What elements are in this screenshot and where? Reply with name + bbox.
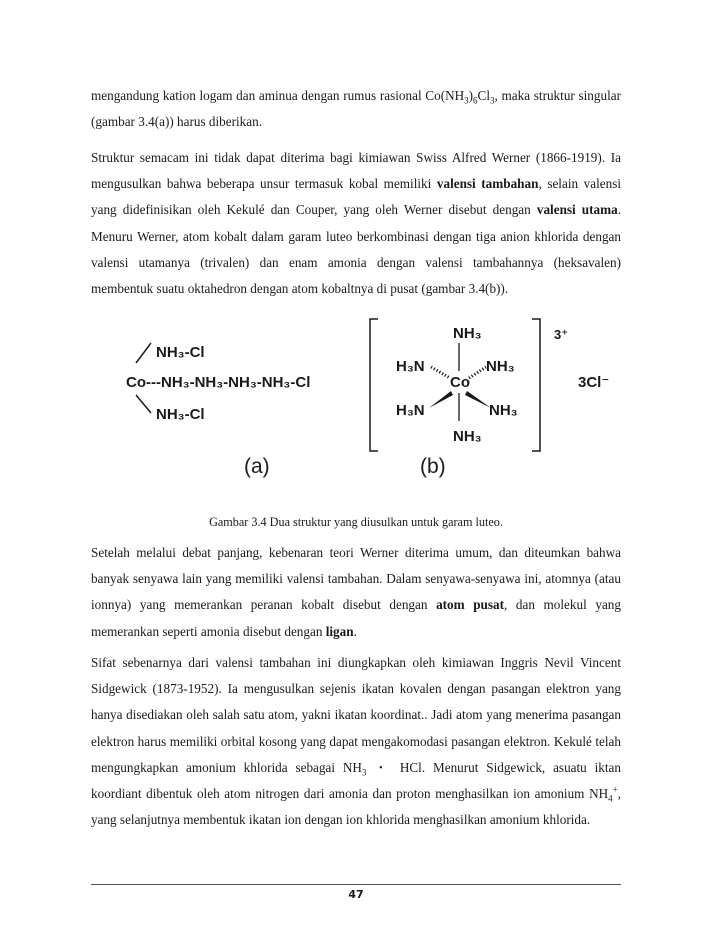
text-run: , selain valensi yang didefinisikan oleh Kekulé dan Couper, yang oleh Werner disebut dengan (91, 176, 622, 218)
ligand-upper-left: H₃N (396, 358, 425, 375)
complex-charge: 3⁺ (554, 327, 569, 342)
ligand-bottom: NH₃ (453, 428, 482, 445)
paragraph-3 (91, 540, 621, 645)
ligand-lower-left: H₃N (396, 402, 425, 419)
structure-a (126, 343, 310, 478)
text-run: , yang selanjutnya membentuk ikatan ion dengan ion khlorida menghasilkan amonium khlorida. (91, 786, 621, 828)
hashed-bond (469, 367, 486, 378)
wedge-bond (429, 391, 453, 408)
figure-label-a: (a) (244, 455, 270, 478)
subscript: 6 (473, 95, 478, 106)
footer-divider (91, 884, 621, 885)
text-run: . (353, 623, 357, 639)
bold-term: valensi tambahan (436, 176, 539, 192)
text-run: , maka struktur singular (gambar 3.4(a)) harus diberikan. (91, 88, 621, 130)
structure-a-main-chain: Co---NH₃-NH₃-NH₃-NH₃-Cl (126, 374, 311, 391)
page-number: 47 (348, 888, 364, 901)
superscript: + (612, 784, 618, 795)
text-run: mengandung kation logam dan aminua dengan rumus rasional Co(NH (91, 88, 465, 103)
wedge-bond (465, 391, 491, 408)
paragraph-2 (91, 145, 621, 302)
text-run: Sifat sebenarnya dari valensi tambahan ini diungkapkan oleh kimiawan Inggris Nevil Vincent Sidgewick (1873-1952). Ia mengusulkan sejenis ikatan kovalen dengan pasangan elektron yang hanya disediakan oleh salah satu atom, yakni ikatan koordinat.. Jadi atom yang menerima pasangan elektron harus memiliki orbital kosong yang dapat mengakomodasi pasangan elektron. Kekulé telah mengungkapkan amonium khlorida sebagai NH (91, 655, 621, 775)
text-run: Cl (477, 88, 491, 103)
bold-term: ligan (325, 623, 354, 639)
figure-caption: Gambar 3.4 Dua struktur yang diusulkan untuk garam luteo. (209, 515, 503, 529)
text-run: . Menuru Werner, atom kobalt dalam garam luteo berkombinasi dengan tiga anion khlorida dengan valensi utamanya (trivalen) dan enam amonia dengan valensi tambahannya (heksavalen) membentuk suatu oktahedron dengan atom kobaltnya di pusat (gambar 3.4(b)). (91, 202, 621, 297)
text-run: Setelah melalui debat panjang, kebenaran teori Werner diterima umum, dan diteumkan bahwa banyak senyawa lain yang memiliki valensi tambahan. Dalam senyawa-senyawa ini, atomnya (atau ionnya) yang memerankan peranan kobalt disebut dengan (91, 545, 621, 613)
structure-a-bottom-label: NH₃-Cl (156, 406, 205, 423)
text-run: Struktur semacam ini tidak dapat diterima bagi kimiawan Swiss Alfred Werner (1866-1919). Ia mengusulkan bahwa beberapa unsur termasuk kobal memiliki (91, 150, 621, 192)
structure-a-top-label: NH₃-Cl (156, 344, 205, 361)
paragraph-4 (91, 650, 621, 833)
hashed-bond (431, 367, 450, 378)
central-atom: Co (450, 374, 470, 391)
ligand-lower-right: NH₃ (489, 402, 518, 419)
left-bracket (370, 319, 378, 451)
subscript: 3 (464, 95, 469, 106)
text-run: ) (468, 88, 474, 103)
figure-label-b: (b) (420, 455, 446, 478)
text-run: , dan molekul yang memerankan seperti amonia disebut dengan (91, 597, 621, 639)
counter-ion: 3Cl⁻ (578, 374, 610, 391)
bold-term: atom pusat (436, 597, 505, 613)
ligand-top: NH₃ (453, 325, 482, 342)
ligand-upper-right: NH₃ (486, 358, 515, 375)
figure-3-4 (106, 305, 622, 500)
subscript: 3 (361, 767, 367, 778)
text-run: ・ HCl. Menurut Sidgewick, asuatu iktan koordiant dibentuk oleh atom nitrogen dari amonia dan proton menghasilkan ion amonium NH (91, 759, 621, 802)
subscript: 4 (608, 793, 613, 804)
subscript: 3 (490, 95, 495, 106)
bold-term: valensi utama (536, 202, 618, 218)
paragraph-1 (91, 83, 621, 135)
structure-b (370, 319, 609, 478)
right-bracket (532, 319, 540, 451)
bond-line (136, 395, 151, 413)
bond-line (136, 343, 151, 363)
